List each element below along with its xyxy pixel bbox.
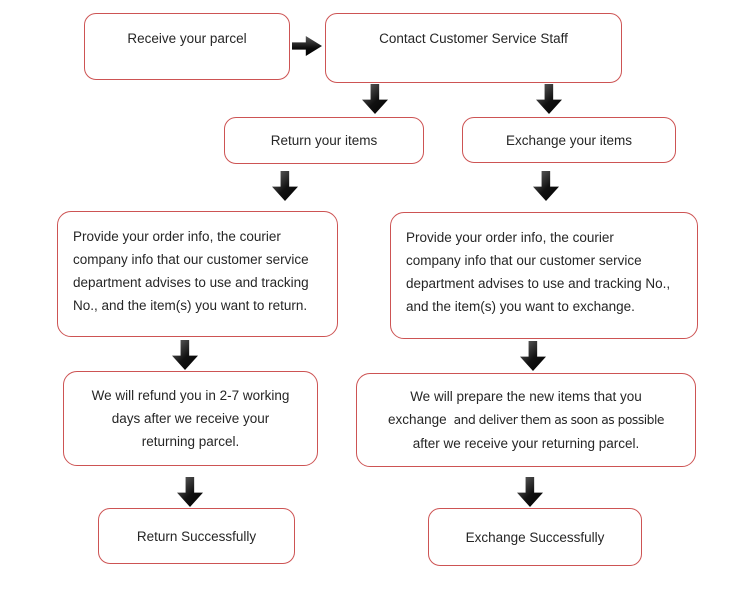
node-exchange-your-items <box>462 117 676 163</box>
arrow-down-icon <box>520 341 546 371</box>
node-text-segment-alt-font: and deliver them as soon as possible <box>453 413 664 427</box>
node-refund-info <box>63 371 318 466</box>
node-text-line: department advises to use and tracking <box>73 275 309 290</box>
node-prepare-new-items <box>356 373 696 467</box>
node-return-your-items-label: Return your items <box>270 133 378 148</box>
arrow-down-icon <box>536 84 562 114</box>
node-text-line: No., and the item(s) you want to return. <box>73 298 308 313</box>
node-text-line: after we receive your returning parcel. <box>412 436 640 451</box>
node-exchange-successfully-label: Exchange Successfully <box>465 529 605 545</box>
node-text-line: department advises to use and tracking No., <box>406 276 671 291</box>
node-text-line: returning parcel. <box>141 434 240 449</box>
node-text-line <box>357 408 695 432</box>
arrow-down-icon <box>272 171 298 201</box>
node-text-line: We will refund you in 2-7 working <box>91 388 290 403</box>
arrow-down-icon <box>533 171 559 201</box>
node-contact-customer-service <box>325 13 622 83</box>
node-receive-parcel <box>84 13 290 80</box>
arrow-right-icon <box>292 36 322 56</box>
node-text-line: We will prepare the new items that you <box>410 389 642 404</box>
node-exchange-your-items-label: Exchange your items <box>505 132 633 148</box>
node-return-your-items <box>224 117 424 164</box>
node-text-line: and the item(s) you want to exchange. <box>406 299 635 314</box>
arrow-down-icon <box>362 84 388 114</box>
node-text-line: days after we receive your <box>111 411 270 426</box>
node-text-line: Provide your order info, the courier <box>73 229 281 244</box>
node-return-order-info <box>57 211 338 337</box>
arrow-down-icon <box>517 477 543 507</box>
node-text-segment: exchange <box>388 412 447 427</box>
node-return-successfully-label: Return Successfully <box>136 528 257 544</box>
arrow-down-icon <box>172 340 198 370</box>
node-return-successfully <box>98 508 295 564</box>
node-exchange-order-info <box>390 212 698 339</box>
node-text-line: company info that our customer service <box>406 253 642 268</box>
node-exchange-successfully <box>428 508 642 566</box>
node-receive-parcel-label: Receive your parcel <box>127 31 247 46</box>
arrow-down-icon <box>177 477 203 507</box>
node-contact-customer-service-label: Contact Customer Service Staff <box>379 31 568 46</box>
node-text-line: Provide your order info, the courier <box>406 230 614 245</box>
node-text-line: company info that our customer service <box>73 252 309 267</box>
